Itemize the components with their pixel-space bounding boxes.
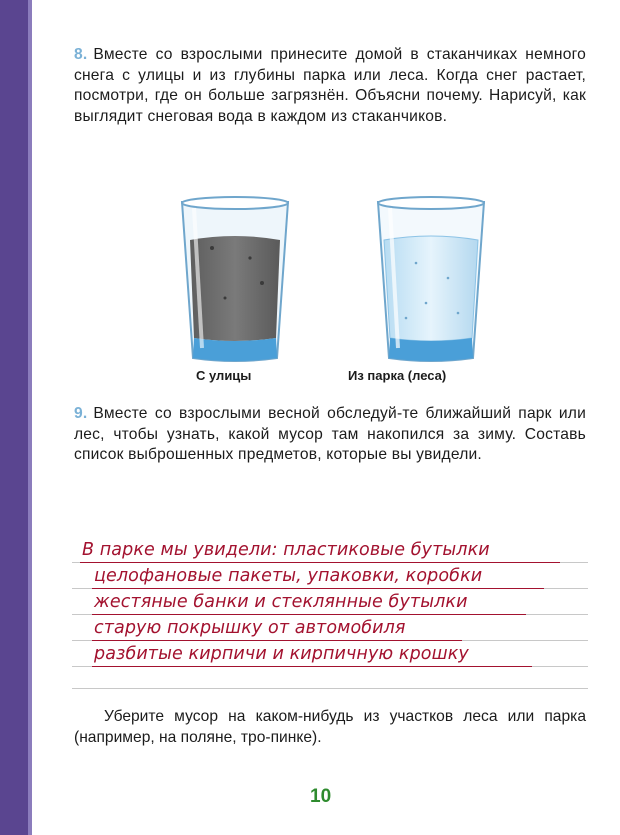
answer-line-4: старую покрышку от автомобиля xyxy=(94,618,406,638)
task-8 xyxy=(74,45,586,127)
street-glass-caption: С улицы xyxy=(196,368,252,383)
answer-line-2: целофановые пакеты, упаковки, коробки xyxy=(94,566,483,586)
task-9 xyxy=(74,404,586,466)
dirty-water xyxy=(190,236,280,341)
answer-line-3: жестяные банки и стеклянные бутылки xyxy=(94,592,468,612)
final-task: Уберите мусор на каком-нибудь из участков леса или парка (например, на поляне, тро-пинке). xyxy=(74,708,586,746)
answer-rule xyxy=(72,688,588,689)
task-8-text: Вместе со взрослыми принесите домой в стаканчиках немного снега с улицы и из глубины парка или леса. Когда снег растает, посмотри, где он больше загрязнён. Объясни почему. Нарисуй, как выглядит снеговая вода в каждом из стаканчиков. xyxy=(74,46,586,125)
park-glass xyxy=(378,197,484,361)
park-glass-caption: Из парка (леса) xyxy=(348,368,447,383)
answer-line-5: разбитые кирпичи и кирпичную крошку xyxy=(94,644,469,664)
task-9-number: 9. xyxy=(74,405,88,422)
page-number: 10 xyxy=(310,786,332,807)
left-color-bar xyxy=(0,0,28,835)
street-glass xyxy=(182,197,288,361)
left-color-bar-edge xyxy=(28,0,32,835)
task-8-number: 8. xyxy=(74,46,88,63)
answer-line-1: В парке мы увидели: пластиковые бутылки xyxy=(82,540,490,560)
two-glasses-illustration xyxy=(170,188,500,368)
answer-lines xyxy=(72,538,590,688)
task-9-text: Вместе со взрослыми весной обследуй-те ближайший парк или лес, чтобы узнать, какой мусор там накопился за зиму. Составь список выброшенных предметов, которые вы увидели. xyxy=(74,405,586,463)
